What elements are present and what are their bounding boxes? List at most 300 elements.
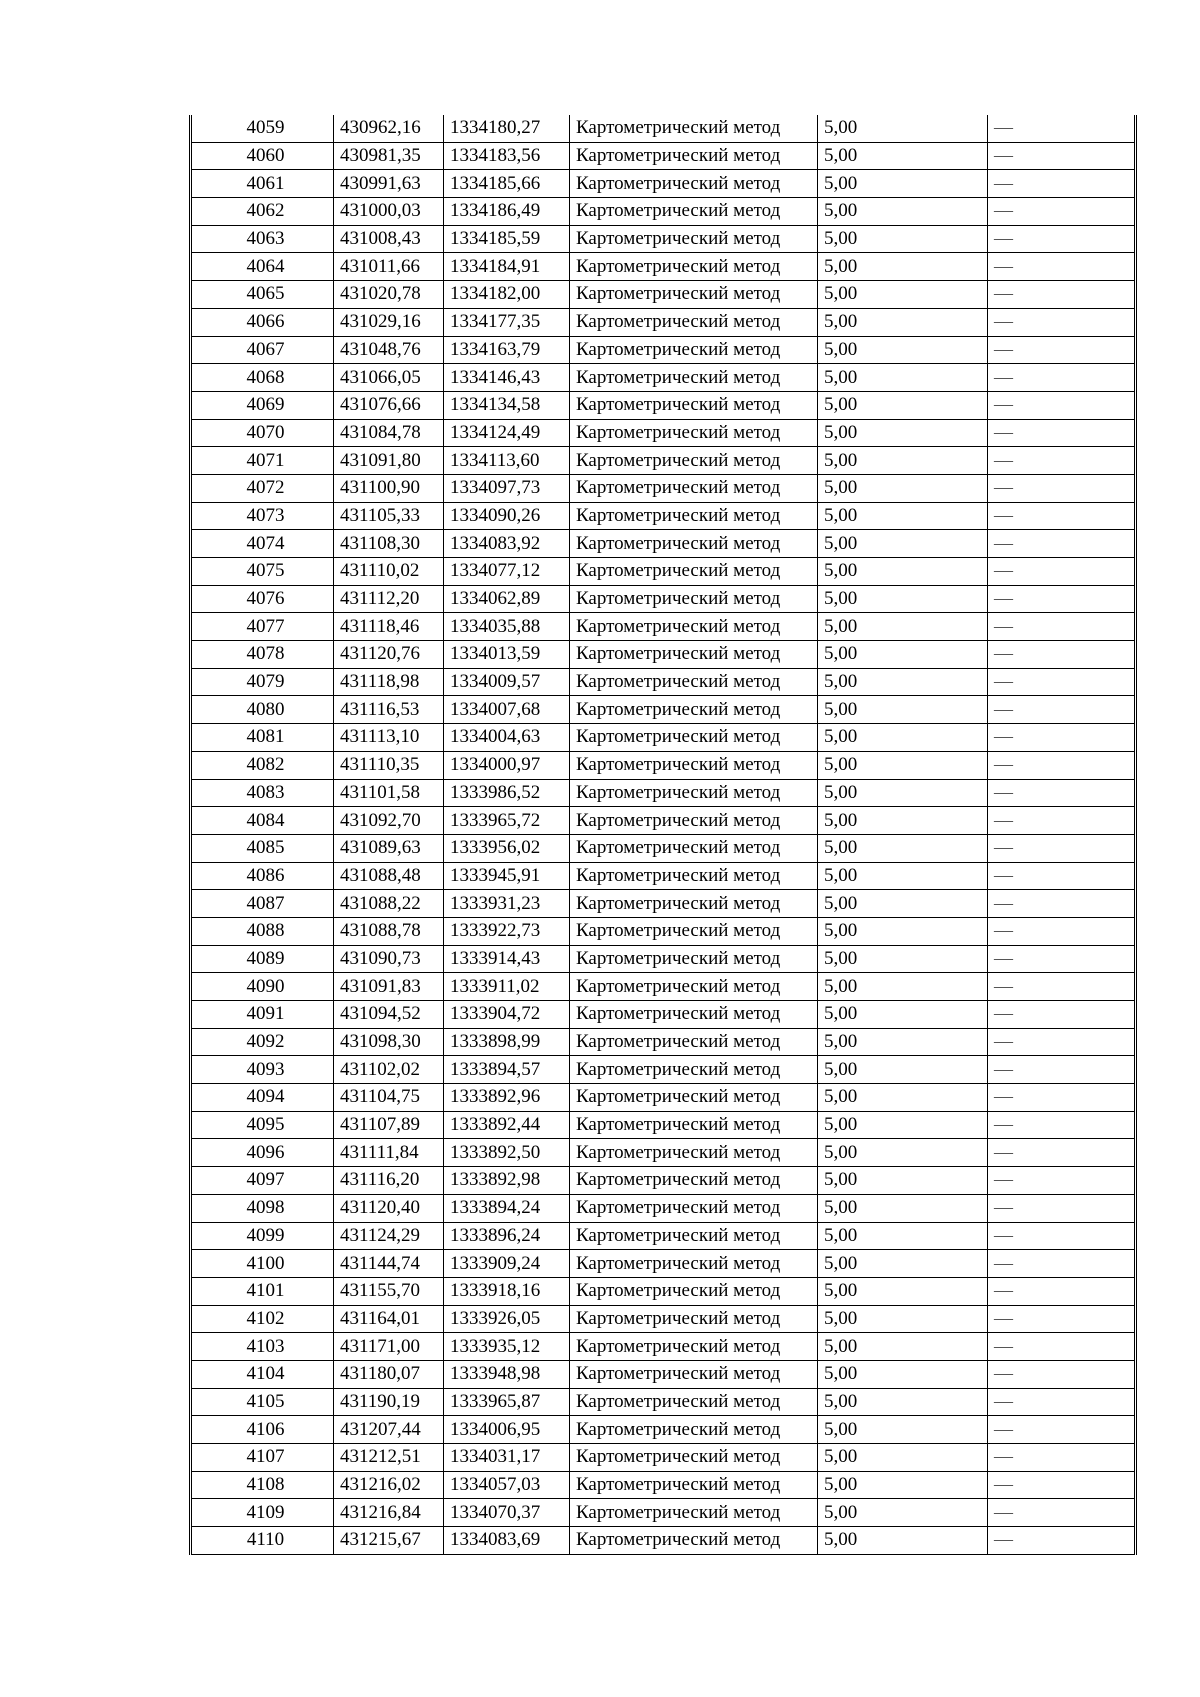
- accuracy-cell: 5,00: [818, 419, 988, 447]
- description-cell: —: [988, 502, 1136, 530]
- table-row: [191, 364, 1136, 392]
- y-coordinate-cell: 1334007,68: [444, 696, 570, 724]
- x-coordinate-cell: 431089,63: [334, 834, 444, 862]
- description-cell: —: [988, 336, 1136, 364]
- accuracy-cell: 5,00: [818, 779, 988, 807]
- table-row: [191, 1388, 1136, 1416]
- method-cell: Картометрический метод: [570, 419, 818, 447]
- accuracy-cell: 5,00: [818, 225, 988, 253]
- x-coordinate-cell: 431029,16: [334, 308, 444, 336]
- table-row: [191, 1277, 1136, 1305]
- description-cell: —: [988, 807, 1136, 835]
- point-number-cell: 4076: [191, 585, 334, 613]
- table-row: [191, 668, 1136, 696]
- description-cell: —: [988, 1360, 1136, 1388]
- description-cell: —: [988, 696, 1136, 724]
- description-cell: —: [988, 1416, 1136, 1444]
- x-coordinate-cell: 431102,02: [334, 1056, 444, 1084]
- description-cell: —: [988, 419, 1136, 447]
- method-cell: Картометрический метод: [570, 724, 818, 752]
- description-cell: —: [988, 834, 1136, 862]
- method-cell: Картометрический метод: [570, 1111, 818, 1139]
- accuracy-cell: 5,00: [818, 447, 988, 475]
- y-coordinate-cell: 1334186,49: [444, 198, 570, 226]
- description-cell: —: [988, 1167, 1136, 1195]
- x-coordinate-cell: 431216,84: [334, 1499, 444, 1527]
- description-cell: —: [988, 917, 1136, 945]
- table-row: [191, 474, 1136, 502]
- method-cell: Картометрический метод: [570, 807, 818, 835]
- point-number-cell: 4083: [191, 779, 334, 807]
- method-cell: Картометрический метод: [570, 1416, 818, 1444]
- table-row: [191, 558, 1136, 586]
- point-number-cell: 4093: [191, 1056, 334, 1084]
- x-coordinate-cell: 431048,76: [334, 336, 444, 364]
- table-row: [191, 834, 1136, 862]
- table-row: [191, 807, 1136, 835]
- table-row: [191, 253, 1136, 281]
- y-coordinate-cell: 1333986,52: [444, 779, 570, 807]
- method-cell: Картометрический метод: [570, 253, 818, 281]
- method-cell: Картометрический метод: [570, 1305, 818, 1333]
- description-cell: —: [988, 170, 1136, 198]
- method-cell: Картометрический метод: [570, 1444, 818, 1472]
- y-coordinate-cell: 1334070,37: [444, 1499, 570, 1527]
- point-number-cell: 4072: [191, 474, 334, 502]
- table-row: [191, 641, 1136, 669]
- point-number-cell: 4086: [191, 862, 334, 890]
- description-cell: —: [988, 668, 1136, 696]
- method-cell: Картометрический метод: [570, 170, 818, 198]
- point-number-cell: 4080: [191, 696, 334, 724]
- y-coordinate-cell: 1333892,98: [444, 1167, 570, 1195]
- method-cell: Картометрический метод: [570, 973, 818, 1001]
- accuracy-cell: 5,00: [818, 1388, 988, 1416]
- method-cell: Картометрический метод: [570, 281, 818, 309]
- accuracy-cell: 5,00: [818, 1416, 988, 1444]
- table-row: [191, 862, 1136, 890]
- accuracy-cell: 5,00: [818, 834, 988, 862]
- description-cell: —: [988, 225, 1136, 253]
- method-cell: Картометрический метод: [570, 142, 818, 170]
- method-cell: Картометрический метод: [570, 1388, 818, 1416]
- y-coordinate-cell: 1333904,72: [444, 1001, 570, 1029]
- point-number-cell: 4099: [191, 1222, 334, 1250]
- point-number-cell: 4102: [191, 1305, 334, 1333]
- table-row: [191, 917, 1136, 945]
- accuracy-cell: 5,00: [818, 391, 988, 419]
- point-number-cell: 4108: [191, 1471, 334, 1499]
- y-coordinate-cell: 1333909,24: [444, 1250, 570, 1278]
- x-coordinate-cell: 431124,29: [334, 1222, 444, 1250]
- x-coordinate-cell: 431088,22: [334, 890, 444, 918]
- y-coordinate-cell: 1334146,43: [444, 364, 570, 392]
- accuracy-cell: 5,00: [818, 1194, 988, 1222]
- y-coordinate-cell: 1334077,12: [444, 558, 570, 586]
- accuracy-cell: 5,00: [818, 613, 988, 641]
- accuracy-cell: 5,00: [818, 281, 988, 309]
- y-coordinate-cell: 1334004,63: [444, 724, 570, 752]
- description-cell: —: [988, 1388, 1136, 1416]
- x-coordinate-cell: 430991,63: [334, 170, 444, 198]
- point-number-cell: 4092: [191, 1028, 334, 1056]
- x-coordinate-cell: 430962,16: [334, 115, 444, 142]
- method-cell: Картометрический метод: [570, 1139, 818, 1167]
- x-coordinate-cell: 431120,76: [334, 641, 444, 669]
- accuracy-cell: 5,00: [818, 142, 988, 170]
- point-number-cell: 4065: [191, 281, 334, 309]
- y-coordinate-cell: 1333935,12: [444, 1333, 570, 1361]
- point-number-cell: 4081: [191, 724, 334, 752]
- x-coordinate-cell: 431011,66: [334, 253, 444, 281]
- table-row: [191, 502, 1136, 530]
- description-cell: —: [988, 1250, 1136, 1278]
- point-number-cell: 4073: [191, 502, 334, 530]
- table-row: [191, 779, 1136, 807]
- table-row: [191, 170, 1136, 198]
- method-cell: Картометрический метод: [570, 945, 818, 973]
- x-coordinate-cell: 431101,58: [334, 779, 444, 807]
- point-number-cell: 4110: [191, 1527, 334, 1555]
- point-number-cell: 4078: [191, 641, 334, 669]
- x-coordinate-cell: 431066,05: [334, 364, 444, 392]
- description-cell: —: [988, 1001, 1136, 1029]
- y-coordinate-cell: 1333894,57: [444, 1056, 570, 1084]
- description-cell: —: [988, 1333, 1136, 1361]
- table-row: [191, 1222, 1136, 1250]
- method-cell: Картометрический метод: [570, 1360, 818, 1388]
- table-row: [191, 751, 1136, 779]
- y-coordinate-cell: 1334185,66: [444, 170, 570, 198]
- x-coordinate-cell: 431116,53: [334, 696, 444, 724]
- method-cell: Картометрический метод: [570, 474, 818, 502]
- x-coordinate-cell: 431112,20: [334, 585, 444, 613]
- coordinates-table: [189, 115, 1137, 1555]
- y-coordinate-cell: 1334083,69: [444, 1527, 570, 1555]
- table-row: [191, 336, 1136, 364]
- x-coordinate-cell: 431190,19: [334, 1388, 444, 1416]
- y-coordinate-cell: 1334183,56: [444, 142, 570, 170]
- y-coordinate-cell: 1334184,91: [444, 253, 570, 281]
- x-coordinate-cell: 431216,02: [334, 1471, 444, 1499]
- point-number-cell: 4097: [191, 1167, 334, 1195]
- description-cell: —: [988, 281, 1136, 309]
- table-row: [191, 419, 1136, 447]
- method-cell: Картометрический метод: [570, 1527, 818, 1555]
- point-number-cell: 4082: [191, 751, 334, 779]
- y-coordinate-cell: 1333894,24: [444, 1194, 570, 1222]
- x-coordinate-cell: 431008,43: [334, 225, 444, 253]
- y-coordinate-cell: 1333965,87: [444, 1388, 570, 1416]
- y-coordinate-cell: 1334013,59: [444, 641, 570, 669]
- y-coordinate-cell: 1333892,50: [444, 1139, 570, 1167]
- description-cell: —: [988, 391, 1136, 419]
- description-cell: —: [988, 308, 1136, 336]
- point-number-cell: 4095: [191, 1111, 334, 1139]
- table-row: [191, 945, 1136, 973]
- x-coordinate-cell: 431090,73: [334, 945, 444, 973]
- accuracy-cell: 5,00: [818, 1139, 988, 1167]
- x-coordinate-cell: 431155,70: [334, 1277, 444, 1305]
- accuracy-cell: 5,00: [818, 308, 988, 336]
- y-coordinate-cell: 1333914,43: [444, 945, 570, 973]
- point-number-cell: 4098: [191, 1194, 334, 1222]
- table-row: [191, 973, 1136, 1001]
- description-cell: —: [988, 1222, 1136, 1250]
- method-cell: Картометрический метод: [570, 585, 818, 613]
- x-coordinate-cell: 431088,78: [334, 917, 444, 945]
- description-cell: —: [988, 862, 1136, 890]
- table-row: [191, 1084, 1136, 1112]
- point-number-cell: 4088: [191, 917, 334, 945]
- method-cell: Картометрический метод: [570, 696, 818, 724]
- point-number-cell: 4096: [191, 1139, 334, 1167]
- method-cell: Картометрический метод: [570, 198, 818, 226]
- accuracy-cell: 5,00: [818, 1001, 988, 1029]
- method-cell: Картометрический метод: [570, 1333, 818, 1361]
- table-row: [191, 1499, 1136, 1527]
- x-coordinate-cell: 431207,44: [334, 1416, 444, 1444]
- point-number-cell: 4101: [191, 1277, 334, 1305]
- point-number-cell: 4069: [191, 391, 334, 419]
- table-row: [191, 613, 1136, 641]
- accuracy-cell: 5,00: [818, 1360, 988, 1388]
- accuracy-cell: 5,00: [818, 724, 988, 752]
- description-cell: —: [988, 1028, 1136, 1056]
- accuracy-cell: 5,00: [818, 917, 988, 945]
- y-coordinate-cell: 1333965,72: [444, 807, 570, 835]
- method-cell: Картометрический метод: [570, 751, 818, 779]
- method-cell: Картометрический метод: [570, 1194, 818, 1222]
- method-cell: Картометрический метод: [570, 1084, 818, 1112]
- description-cell: —: [988, 530, 1136, 558]
- x-coordinate-cell: 431107,89: [334, 1111, 444, 1139]
- point-number-cell: 4105: [191, 1388, 334, 1416]
- table-row: [191, 1111, 1136, 1139]
- point-number-cell: 4067: [191, 336, 334, 364]
- y-coordinate-cell: 1334182,00: [444, 281, 570, 309]
- point-number-cell: 4063: [191, 225, 334, 253]
- accuracy-cell: 5,00: [818, 1527, 988, 1555]
- accuracy-cell: 5,00: [818, 1471, 988, 1499]
- accuracy-cell: 5,00: [818, 890, 988, 918]
- x-coordinate-cell: 431094,52: [334, 1001, 444, 1029]
- x-coordinate-cell: 431118,46: [334, 613, 444, 641]
- table-row: [191, 1001, 1136, 1029]
- method-cell: Картометрический метод: [570, 1167, 818, 1195]
- point-number-cell: 4100: [191, 1250, 334, 1278]
- y-coordinate-cell: 1333926,05: [444, 1305, 570, 1333]
- x-coordinate-cell: 431113,10: [334, 724, 444, 752]
- x-coordinate-cell: 431180,07: [334, 1360, 444, 1388]
- accuracy-cell: 5,00: [818, 502, 988, 530]
- method-cell: Картометрический метод: [570, 1056, 818, 1084]
- table-row: [191, 1444, 1136, 1472]
- point-number-cell: 4103: [191, 1333, 334, 1361]
- method-cell: Картометрический метод: [570, 1222, 818, 1250]
- point-number-cell: 4059: [191, 115, 334, 142]
- point-number-cell: 4104: [191, 1360, 334, 1388]
- description-cell: —: [988, 585, 1136, 613]
- method-cell: Картометрический метод: [570, 502, 818, 530]
- accuracy-cell: 5,00: [818, 641, 988, 669]
- y-coordinate-cell: 1333922,73: [444, 917, 570, 945]
- method-cell: Картометрический метод: [570, 917, 818, 945]
- accuracy-cell: 5,00: [818, 1333, 988, 1361]
- description-cell: —: [988, 890, 1136, 918]
- table-row: [191, 1360, 1136, 1388]
- y-coordinate-cell: 1333892,96: [444, 1084, 570, 1112]
- method-cell: Картометрический метод: [570, 1250, 818, 1278]
- method-cell: Картометрический метод: [570, 225, 818, 253]
- accuracy-cell: 5,00: [818, 668, 988, 696]
- method-cell: Картометрический метод: [570, 530, 818, 558]
- table-row: [191, 308, 1136, 336]
- accuracy-cell: 5,00: [818, 862, 988, 890]
- x-coordinate-cell: 431118,98: [334, 668, 444, 696]
- description-cell: —: [988, 1194, 1136, 1222]
- accuracy-cell: 5,00: [818, 807, 988, 835]
- y-coordinate-cell: 1334062,89: [444, 585, 570, 613]
- description-cell: —: [988, 1139, 1136, 1167]
- y-coordinate-cell: 1334124,49: [444, 419, 570, 447]
- table-row: [191, 1250, 1136, 1278]
- y-coordinate-cell: 1334097,73: [444, 474, 570, 502]
- table-row: [191, 142, 1136, 170]
- point-number-cell: 4109: [191, 1499, 334, 1527]
- y-coordinate-cell: 1334057,03: [444, 1471, 570, 1499]
- accuracy-cell: 5,00: [818, 1056, 988, 1084]
- description-cell: —: [988, 779, 1136, 807]
- description-cell: —: [988, 364, 1136, 392]
- point-number-cell: 4094: [191, 1084, 334, 1112]
- table-row: [191, 391, 1136, 419]
- y-coordinate-cell: 1334006,95: [444, 1416, 570, 1444]
- x-coordinate-cell: 431144,74: [334, 1250, 444, 1278]
- x-coordinate-cell: 431098,30: [334, 1028, 444, 1056]
- table-row: [191, 1471, 1136, 1499]
- accuracy-cell: 5,00: [818, 945, 988, 973]
- table-row: [191, 530, 1136, 558]
- y-coordinate-cell: 1333918,16: [444, 1277, 570, 1305]
- point-number-cell: 4062: [191, 198, 334, 226]
- description-cell: —: [988, 198, 1136, 226]
- method-cell: Картометрический метод: [570, 336, 818, 364]
- x-coordinate-cell: 430981,35: [334, 142, 444, 170]
- x-coordinate-cell: 431116,20: [334, 1167, 444, 1195]
- y-coordinate-cell: 1333911,02: [444, 973, 570, 1001]
- method-cell: Картометрический метод: [570, 779, 818, 807]
- y-coordinate-cell: 1333948,98: [444, 1360, 570, 1388]
- description-cell: —: [988, 1111, 1136, 1139]
- point-number-cell: 4084: [191, 807, 334, 835]
- method-cell: Картометрический метод: [570, 1499, 818, 1527]
- method-cell: Картометрический метод: [570, 834, 818, 862]
- method-cell: Картометрический метод: [570, 862, 818, 890]
- point-number-cell: 4060: [191, 142, 334, 170]
- x-coordinate-cell: 431105,33: [334, 502, 444, 530]
- x-coordinate-cell: 431108,30: [334, 530, 444, 558]
- x-coordinate-cell: 431110,35: [334, 751, 444, 779]
- y-coordinate-cell: 1334177,35: [444, 308, 570, 336]
- description-cell: —: [988, 447, 1136, 475]
- accuracy-cell: 5,00: [818, 1084, 988, 1112]
- method-cell: Картометрический метод: [570, 1001, 818, 1029]
- point-number-cell: 4085: [191, 834, 334, 862]
- description-cell: —: [988, 1499, 1136, 1527]
- point-number-cell: 4061: [191, 170, 334, 198]
- y-coordinate-cell: 1333892,44: [444, 1111, 570, 1139]
- description-cell: —: [988, 724, 1136, 752]
- y-coordinate-cell: 1333898,99: [444, 1028, 570, 1056]
- accuracy-cell: 5,00: [818, 696, 988, 724]
- point-number-cell: 4107: [191, 1444, 334, 1472]
- accuracy-cell: 5,00: [818, 530, 988, 558]
- point-number-cell: 4070: [191, 419, 334, 447]
- y-coordinate-cell: 1333956,02: [444, 834, 570, 862]
- description-cell: —: [988, 1471, 1136, 1499]
- x-coordinate-cell: 431111,84: [334, 1139, 444, 1167]
- description-cell: —: [988, 973, 1136, 1001]
- x-coordinate-cell: 431215,67: [334, 1527, 444, 1555]
- table-row: [191, 1167, 1136, 1195]
- accuracy-cell: 5,00: [818, 585, 988, 613]
- y-coordinate-cell: 1334000,97: [444, 751, 570, 779]
- method-cell: Картометрический метод: [570, 668, 818, 696]
- point-number-cell: 4075: [191, 558, 334, 586]
- table-row: [191, 1056, 1136, 1084]
- table-row: [191, 1139, 1136, 1167]
- table-row: [191, 1305, 1136, 1333]
- y-coordinate-cell: 1334180,27: [444, 115, 570, 142]
- table-row: [191, 281, 1136, 309]
- point-number-cell: 4090: [191, 973, 334, 1001]
- accuracy-cell: 5,00: [818, 973, 988, 1001]
- x-coordinate-cell: 431212,51: [334, 1444, 444, 1472]
- accuracy-cell: 5,00: [818, 474, 988, 502]
- method-cell: Картометрический метод: [570, 1028, 818, 1056]
- point-number-cell: 4079: [191, 668, 334, 696]
- point-number-cell: 4087: [191, 890, 334, 918]
- method-cell: Картометрический метод: [570, 890, 818, 918]
- y-coordinate-cell: 1333945,91: [444, 862, 570, 890]
- y-coordinate-cell: 1334035,88: [444, 613, 570, 641]
- description-cell: —: [988, 641, 1136, 669]
- accuracy-cell: 5,00: [818, 558, 988, 586]
- method-cell: Картометрический метод: [570, 391, 818, 419]
- table-row: [191, 696, 1136, 724]
- method-cell: Картометрический метод: [570, 558, 818, 586]
- point-number-cell: 4064: [191, 253, 334, 281]
- description-cell: —: [988, 474, 1136, 502]
- coordinates-table-body: [191, 115, 1136, 1554]
- accuracy-cell: 5,00: [818, 364, 988, 392]
- accuracy-cell: 5,00: [818, 1277, 988, 1305]
- method-cell: Картометрический метод: [570, 447, 818, 475]
- accuracy-cell: 5,00: [818, 1222, 988, 1250]
- accuracy-cell: 5,00: [818, 198, 988, 226]
- table-row: [191, 1527, 1136, 1555]
- x-coordinate-cell: 431091,83: [334, 973, 444, 1001]
- y-coordinate-cell: 1334163,79: [444, 336, 570, 364]
- y-coordinate-cell: 1334009,57: [444, 668, 570, 696]
- description-cell: —: [988, 1527, 1136, 1555]
- x-coordinate-cell: 431171,00: [334, 1333, 444, 1361]
- point-number-cell: 4106: [191, 1416, 334, 1444]
- accuracy-cell: 5,00: [818, 1250, 988, 1278]
- x-coordinate-cell: 431110,02: [334, 558, 444, 586]
- point-number-cell: 4071: [191, 447, 334, 475]
